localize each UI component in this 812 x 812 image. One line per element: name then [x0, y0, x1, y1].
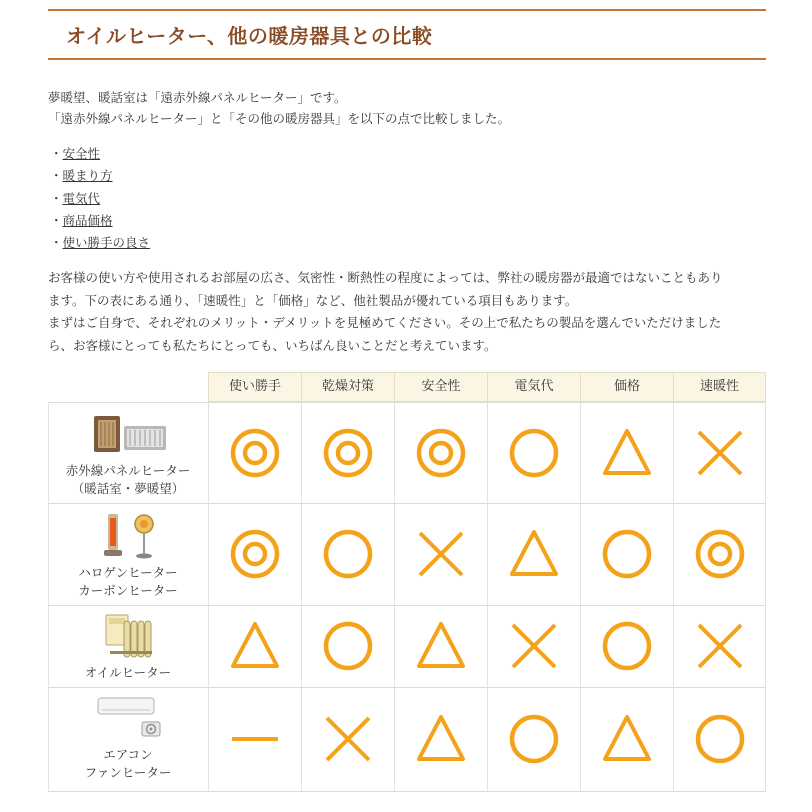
- rating-circle-icon: [508, 713, 560, 765]
- rating-cross-icon: [322, 713, 374, 765]
- list-item: ・安全性: [50, 146, 101, 161]
- page-title: オイルヒーター、他の暖房器具との比較: [66, 24, 433, 48]
- rating-dash-icon: [229, 713, 281, 765]
- rating-double-circle-icon: [415, 427, 467, 479]
- column-header: 価格: [580, 372, 674, 402]
- grid-line: [487, 402, 488, 792]
- grid-line: [765, 402, 766, 792]
- point-link-warming[interactable]: 暖まり方: [62, 168, 113, 184]
- column-header: 乾燥対策: [301, 372, 395, 402]
- rating-double-circle-icon: [322, 427, 374, 479]
- paragraph-line: お客様の使い方や使用されるお部屋の広さ、気密性・断熱性の程度によっては、弊社の暖房器が最適ではないこともあり: [48, 270, 723, 285]
- rating-triangle-icon: [601, 713, 653, 765]
- heading-rule-bottom: [48, 58, 766, 60]
- row-label: オイルヒーター: [84, 665, 172, 680]
- grid-line: [208, 402, 209, 792]
- rating-triangle-icon: [415, 620, 467, 672]
- grid-line: [673, 402, 674, 792]
- grid-line: [48, 402, 766, 403]
- rating-triangle-icon: [508, 528, 560, 580]
- heading-rule-top: [48, 9, 766, 11]
- rating-triangle-icon: [415, 713, 467, 765]
- row-label: 赤外線パネルヒーター （暖話室・夢暖望）: [65, 463, 191, 496]
- rating-circle-icon: [601, 620, 653, 672]
- rating-triangle-icon: [229, 620, 281, 672]
- rating-double-circle-icon: [229, 528, 281, 580]
- column-header: 使い勝手: [208, 372, 302, 402]
- row-label: ハロゲンヒーター カーボンヒーター: [78, 565, 178, 598]
- panel-heater-icon: [92, 412, 168, 454]
- grid-line: [394, 402, 395, 792]
- rating-double-circle-icon: [229, 427, 281, 479]
- point-link-electricity[interactable]: 電気代: [62, 190, 101, 206]
- grid-line: [301, 402, 302, 792]
- paragraph-line: まずはご自身で、それぞれのメリット・デメリットを見極めてください。その上で私たちの製品を選んでいただけました: [48, 315, 722, 330]
- comparison-points-list: [50, 144, 150, 255]
- rating-cross-icon: [694, 427, 746, 479]
- notice-paragraph: [48, 267, 723, 357]
- list-item: ・電気代: [50, 190, 101, 206]
- column-header: 速暖性: [673, 372, 766, 402]
- halogen-heater-icon: [100, 512, 160, 560]
- intro-line: 夢暖望、暖話室は「遠赤外線パネルヒーター」です。: [48, 90, 347, 105]
- point-link-price[interactable]: 商品価格: [62, 212, 113, 228]
- air-conditioner-icon: [96, 696, 162, 740]
- column-header: 電気代: [487, 372, 581, 402]
- rating-cross-icon: [508, 620, 560, 672]
- list-item: ・使い勝手の良さ: [50, 235, 151, 251]
- rating-circle-icon: [694, 713, 746, 765]
- rating-circle-icon: [322, 620, 374, 672]
- grid-line: [580, 402, 581, 792]
- oil-heater-icon: [104, 611, 156, 661]
- grid-line: [48, 503, 766, 504]
- paragraph-line: ら、お客様にとっても私たちにとっても、いちばん良いことだと考えています。: [48, 337, 497, 353]
- column-header: 安全性: [394, 372, 488, 402]
- rating-double-circle-icon: [694, 528, 746, 580]
- list-item: ・暖まり方: [50, 168, 113, 184]
- intro-line: 「遠赤外線パネルヒーター」と「その他の暖房器具」を以下の点で比較しました。: [48, 111, 511, 126]
- rating-circle-icon: [322, 528, 374, 580]
- grid-line: [48, 687, 766, 688]
- rating-cross-icon: [694, 620, 746, 672]
- grid-line: [48, 791, 766, 792]
- point-link-usability[interactable]: 使い勝手の良さ: [62, 235, 151, 251]
- rating-triangle-icon: [601, 427, 653, 479]
- rating-circle-icon: [601, 528, 653, 580]
- grid-line: [48, 605, 766, 606]
- list-item: ・商品価格: [50, 212, 113, 228]
- rating-circle-icon: [508, 427, 560, 479]
- point-link-safety[interactable]: 安全性: [62, 146, 101, 161]
- row-label: エアコン ファンヒーター: [84, 747, 172, 780]
- rating-cross-icon: [415, 528, 467, 580]
- comparison-table: [48, 372, 766, 792]
- intro-text: [48, 87, 510, 129]
- paragraph-line: ます。下の表にある通り、「速暖性」と「価格」など、他社製品が優れている項目もあります。: [48, 292, 578, 308]
